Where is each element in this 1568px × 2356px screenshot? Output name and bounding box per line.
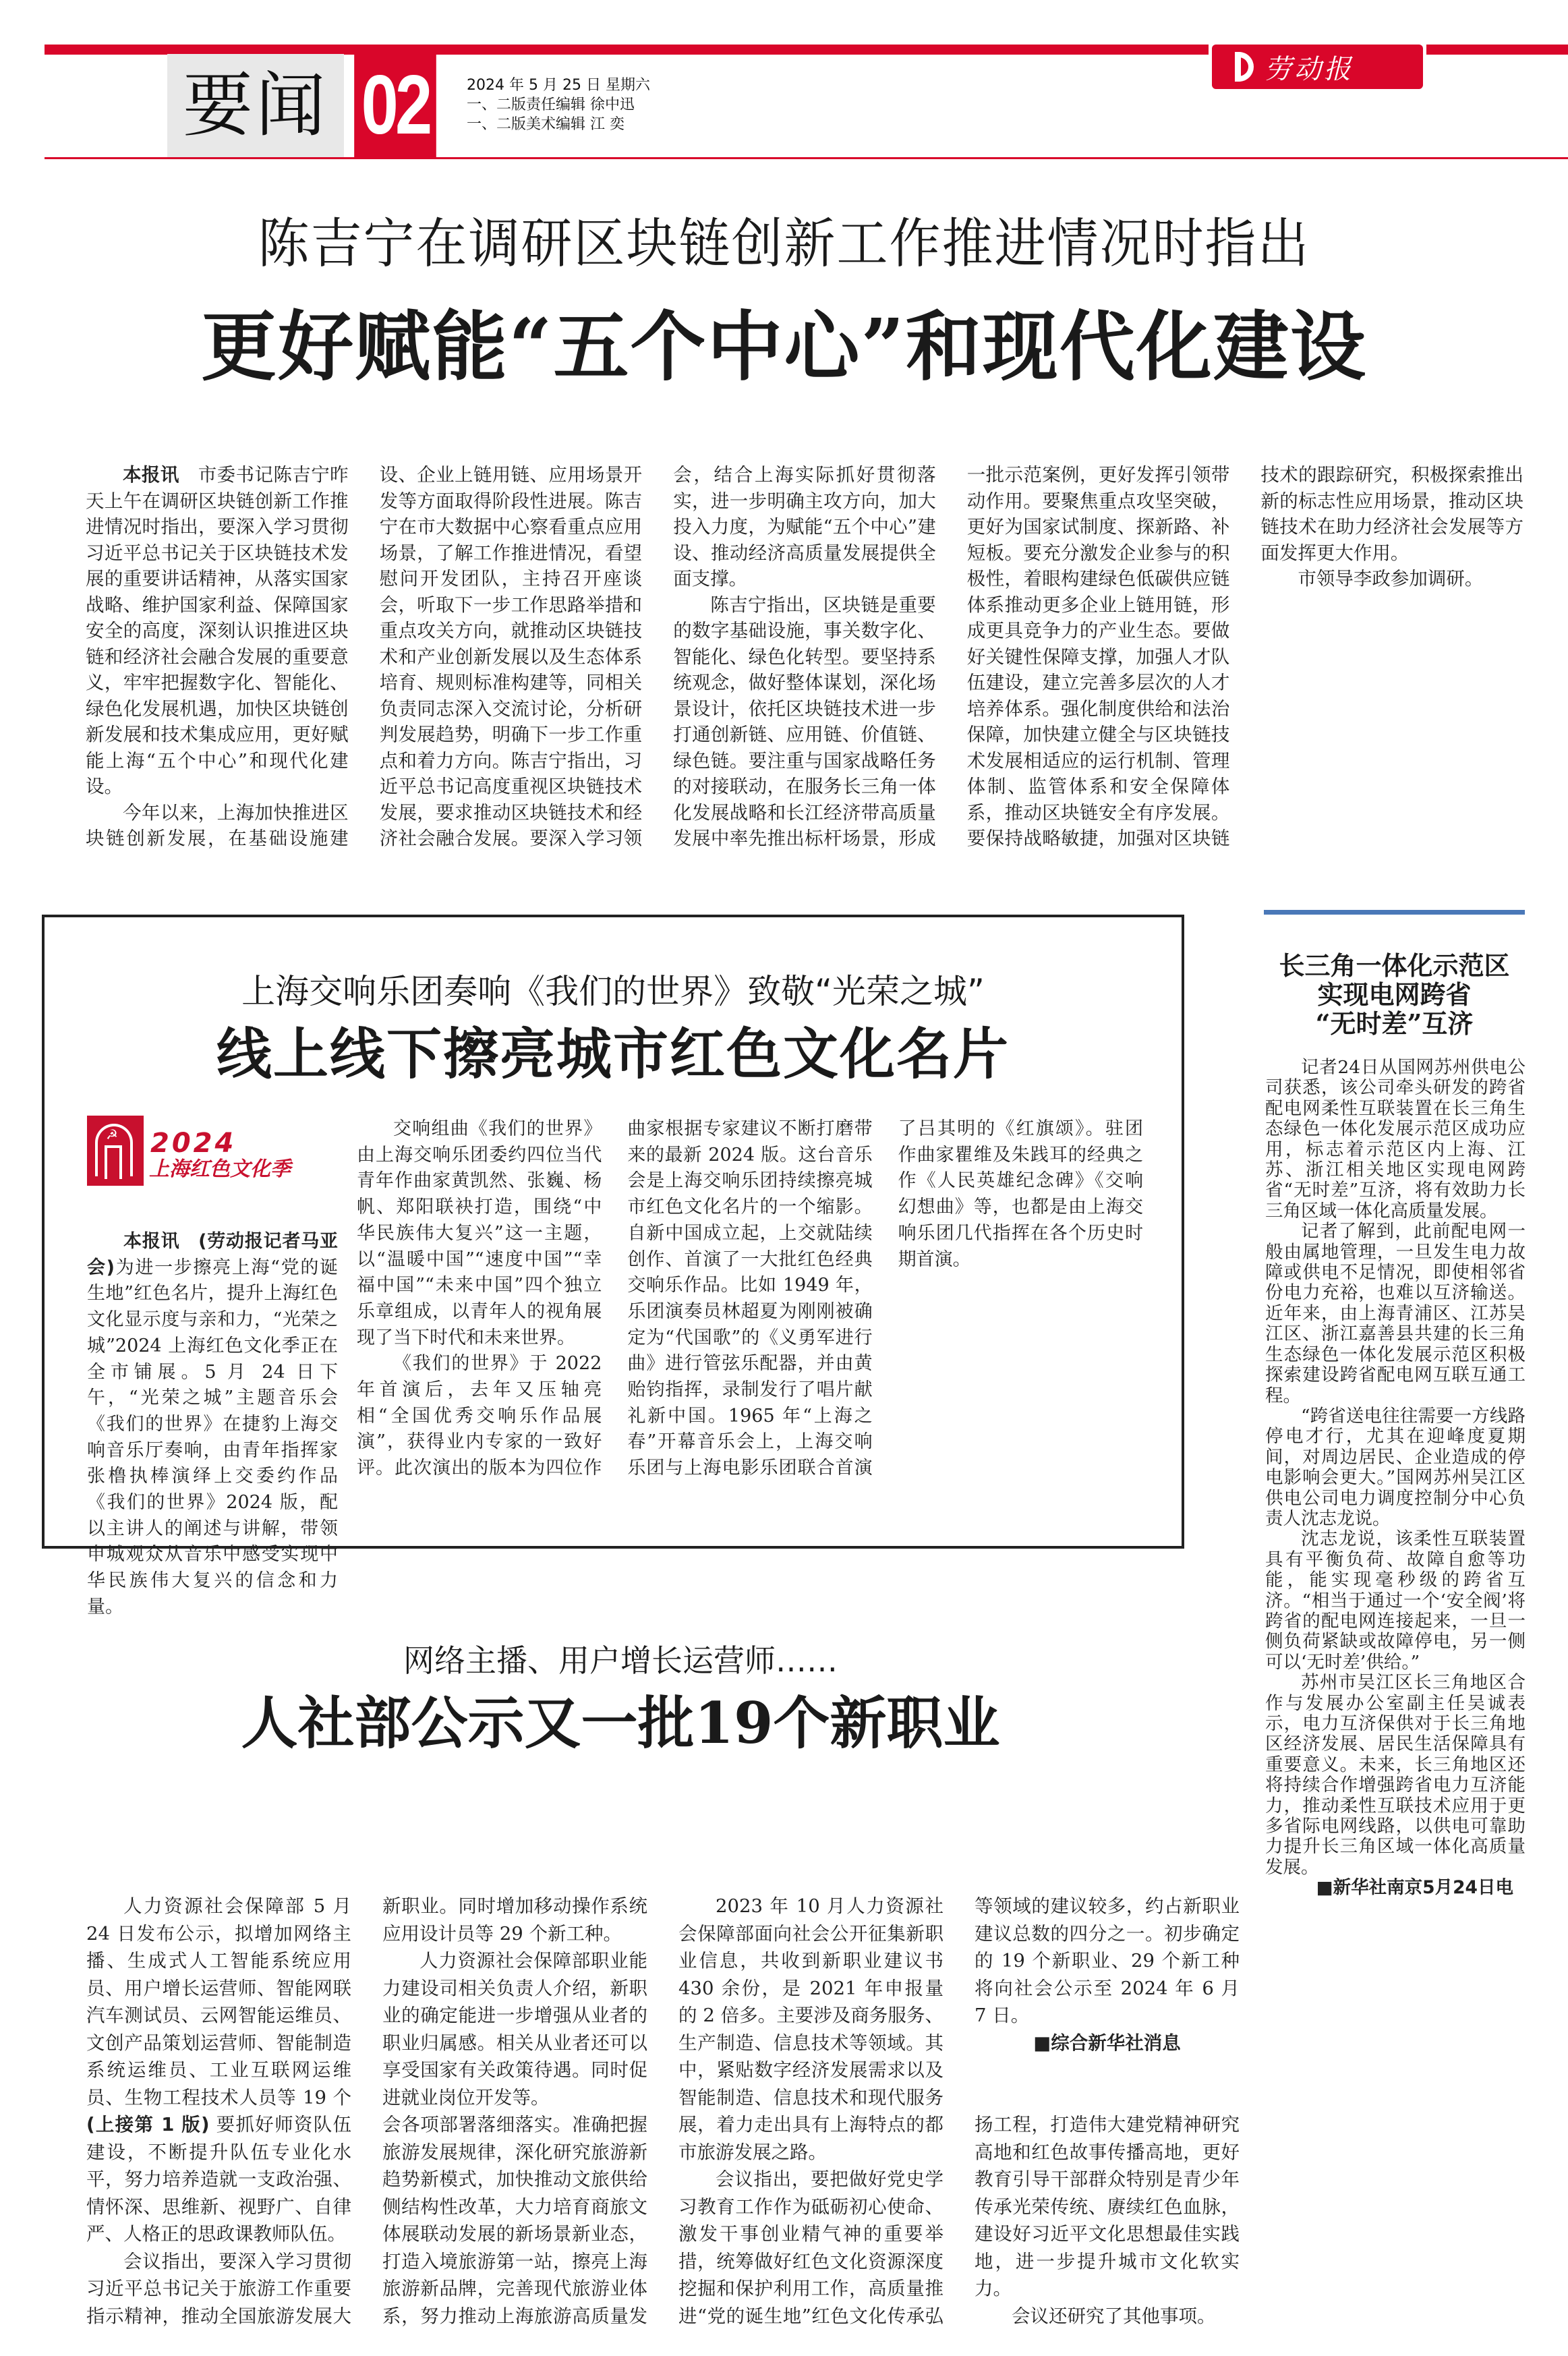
article3-title-line: 长三角一体化示范区 — [1279, 950, 1510, 981]
article4-title[interactable]: 人社部公示又一批19个新职业 — [241, 1690, 1000, 1756]
red-culture-season-logo — [87, 1116, 333, 1186]
article4-paragraph: 人力资源社会保障部 5 月 24 日发布公示，拟增加网络主播、生成式人工智能系统应用员、用户增长运营师、智能网联汽车测试员、云网智能运维员、文创产品策划运营师、智能制造系统运维员、工业互联网运维员、生物工程技术人员等 19 个新职业。同时增加移动操作系统应用设计员等 29 个新工种。 — [86, 1895, 647, 2108]
header-top-rule-2 — [766, 45, 1209, 55]
hammer-sickle-icon: ☭ — [106, 1126, 118, 1143]
newspaper-logo[interactable] — [1212, 45, 1423, 89]
article3-paragraph: 记者24日从国网苏州供电公司获悉，该公司牵头研发的跨省配电网柔性互联装置在长三角生态绿色一体化发展示范区成功应用，标志着示范区内上海、江苏、浙江相关地区实现电网跨省“无时差”互济，将有效助力长三角区域一体化高质量发展。 — [1265, 1057, 1526, 1222]
article4-signature: ■综合新华社消息 — [1033, 2032, 1181, 2054]
article5-paragraph: 要抓好师资队伍建设，不断提升队伍专业化水平，努力培养造就一支政治强、情怀深、思维新、视野广、自律严、人格正的思政课教师队伍。 — [86, 2114, 352, 2245]
article3-title-line: 实现电网跨省 — [1317, 979, 1472, 1010]
article5-lead: (上接第 1 版) — [86, 2114, 210, 2135]
article4-subtitle: 网络主播、用户增长运营师…… — [403, 1642, 838, 1679]
section-label: 要闻 — [167, 54, 344, 157]
article3-title-line: “无时差”互济 — [1315, 1008, 1474, 1039]
article3-paragraph: “跨省送电往往需要一方线路停电才行，尤其在迎峰度夏期间，对周边居民、企业造成的停电影响会更大。”国网苏州吴江区供电公司电力调度控制分中心负责人沈志龙说。 — [1265, 1405, 1526, 1529]
article5-paragraph: 会议还研究了其他事项。 — [1012, 2305, 1216, 2327]
article2-paragraph: 《我们的世界》于 2022 年首演后，去年又压轴亮相“全国优秀交响乐作品展演”，获得业内专家的一致好评。此次演出的版本为四位作曲家根据专家建议不断打磨带来的最新 2024 版。这台音乐会是上海交响乐团持续擦亮城市红色文化名片的一个缩影。自新中国成立起，上交就陆续创作、首演了一大批红色经典交响乐作品。比如 1949 年，乐团演奏员林超夏为刚刚被确定为“代国歌”的《义勇军进行曲》进行管弦乐配器，并由黄贻钧指挥，录制发行了唱片献礼新中国。1965 年“上海之春”开幕音乐会上，上海交响乐团与上海电影乐团联合首演了吕其明的《红旗颂》。驻团作曲家瞿维及朱践耳的经典之作《人民英雄纪念碑》《交响幻想曲》等，也都是由上海交响乐团几代指挥在各个历史时期首演。 — [357, 1118, 1143, 1479]
issue-date: 2024 年 5 月 25 日 星期六 — [467, 77, 650, 94]
responsible-editor: 一、二版责任编辑 徐中迅 — [467, 96, 635, 113]
edition-info — [467, 76, 650, 134]
article2-subtitle: 上海交响乐团奏响《我们的世界》致敬“光荣之城” — [241, 972, 985, 1011]
article5-paragraph: 会议指出，要把做好党史学习教育工作作为砥砺初心使命、激发干事创业精气神的重要举措，统筹做好红色文化资源深度挖掘和保护利用工作，高质量推进“党的诞生地”红色文化传承弘扬工程，打造伟大建党精神研究高地和红色故事传播高地，更好教育引导干部群众特别是青少年传承光荣传统、赓续红色血脉，建设好习近平文化思想最佳实践地，进一步提升城市文化软实力。 — [678, 2114, 1240, 2327]
article2-paragraph: 交响组曲《我们的世界》由上海交响乐团委约四位当代青年作曲家黄凯然、张巍、杨帆、郑阳联袂打造，围绕“中华民族伟大复兴”这一主题，以“温暖中国”“速度中国”“幸福中国”“未来中国”四个独立乐章组成，以青年人的视角展现了当下时代和未来世界。 — [357, 1118, 602, 1348]
article1-body — [86, 462, 1523, 860]
article3-signature: ■新华社南京5月24日电 — [1316, 1877, 1513, 1899]
article5-paragraph: 会议指出，要深入学习贯彻习近平总书记关于旅游工作重要指示精神，推动全国旅游发展大会各项部署落细落实。准确把握旅游发展规律，深化研究旅游新趋势新模式，加快推动文旅供给侧结构性改革，大力培育商旅文体展联动发展的新场景新业态，打造入境旅游第一站，擦亮上海旅游新品牌，完善现代旅游业体系，努力推动上海旅游高质量发展，着力走出具有上海特点的都市旅游发展之路。 — [86, 2114, 943, 2327]
article5-body — [86, 2111, 1240, 2344]
article2-lead: 本报讯 (劳动报记者马亚会) — [87, 1231, 338, 1278]
newspaper-name: 劳动报 — [1265, 53, 1354, 85]
memorial-building-icon — [87, 1116, 144, 1186]
header-bottom-rule — [45, 157, 1568, 159]
article1-paragraph: 陈吉宁指出，区块链是重要的数字基础设施，事关数字化、智能化、绿色化转型。要坚持系统观念，做好整体谋划，深化场景设计，依托区块链技术进一步打通创新链、应用链、价值链、绿色链。要注重与国家战略任务的对接联动，在服务长三角一体化发展战略和长江经济带高质量发展中率先推出标杆场景，形成一批示范案例，更好发挥引领带动作用。要聚焦重点攻坚突破，更好为国家试制度、探新路、补短板。要充分激发企业参与的积极性，着眼构建绿色低碳供应链体系推动更多企业上链用链，形成更具竞争力的产业生态。要做好关键性保障支撑，加强人才队伍建设，建立完善多层次的人才培养体系。强化制度供给和法治保障，加快建立健全与区块链技术发展相适应的运行机制、管理体制、监管体系和安全保障体系，推动区块链安全有序发展。要保持战略敏捷，加强对区块链技术的跟踪研究，积极探索推出新的标志性应用场景，推动区块链技术在助力经济社会发展等方面发挥更大作用。 — [673, 464, 1523, 849]
article3-paragraph: 记者了解到，此前配电网一般由属地管理，一旦发生电力故障或供电不足情况，即使相邻省份电力充裕，也难以互济输送。近年来，由上海青浦区、江苏吴江区、浙江嘉善县共建的长三角生态绿色一体化发展示范区积极探索建设跨省配电网互联互通工程。 — [1265, 1221, 1526, 1406]
logo-year: 2024 — [150, 1128, 237, 1159]
page-number: 02 — [354, 54, 436, 157]
article3-paragraph: 沈志龙说，该柔性互联装置具有平衡负荷、故障自愈等功能，能实现毫秒级的跨省互济。“相当于通过一个‘安全阀’将跨省的配电网连接起来，一旦一侧负荷紧缺或故障停电，另一侧可以‘无时差’供给。” — [1265, 1528, 1526, 1673]
article4-paragraph: 2023 年 10 月人力资源社会保障部面向社会公开征集新职业信息，共收到新职业建议书 430 余份，是 2021 年申报量的 2 倍多。主要涉及商务服务、生产制造、信息技术等领域。其中，紧贴数字经济发展需求以及智能制造、信息技术和现代服务等领域的建议较多，约占新职业建议总数的四分之一。初步确定的 19 个新职业、29 个新工种将向社会公示至 2024 年 6 月 7 日。 — [678, 1895, 1240, 2108]
article2-title[interactable]: 线上线下擦亮城市红色文化名片 — [216, 1022, 1010, 1087]
article1-subtitle: 陈吉宁在调研区块链创新工作推进情况时指出 — [258, 211, 1310, 275]
logo-icon — [1235, 52, 1254, 82]
article1-paragraph: 市领导李政参加调研。 — [1298, 568, 1484, 590]
article2-body — [357, 1116, 1143, 1507]
article2-col1 — [87, 1229, 338, 1617]
logo-name: 上海红色文化季 — [149, 1157, 291, 1181]
article2-paragraph: 为进一步擦亮上海“党的诞生地”红色名片，提升上海红色文化显示度与亲和力，“光荣之城”2024 上海红色文化季正在全市铺展。5 月 24 日下午，“光荣之城”主题音乐会《我们的世界》在捷豹上海交响音乐厅奏响，由青年指挥家张橹执棒演绎上交委约作品《我们的世界》2024 版，配以主讲人的阐述与讲解，带领申城观众从音乐中感受实现中华民族伟大复兴的信念和力量。 — [87, 1257, 338, 1617]
article3-body — [1265, 1058, 1526, 1899]
article1-lead: 本报讯 — [123, 464, 179, 486]
article3-paragraph: 苏州市吴江区长三角地区合作与发展办公室副主任吴诚表示，电力互济保供对于长三角地区经济发展、居民生活保障具有重要意义。未来，长三角地区还将持续合作增强跨省电力互济能力，推动柔性互联技术应用于更多省际电网线路，以供电可靠助力提升长三角区域一体化高质量发展。 — [1265, 1672, 1526, 1878]
header-top-rule — [45, 45, 766, 55]
article1-paragraph: 市委书记陈吉宁昨天上午在调研区块链创新工作推进情况时指出，要深入学习贯彻习近平总书记关于区块链技术发展的重要讲话精神，从落实国家战略、维护国家利益、保障国家安全的高度，深刻认识推进区块链和经济社会融合发展的重要意义，牢牢把握数字化、智能化、绿色化发展机遇，加快区块链创新发展和技术集成应用，更好赋能上海“五个中心”和现代化建设。 — [86, 464, 349, 797]
article4-body — [86, 1893, 1240, 2115]
header-top-rule-3 — [1426, 45, 1568, 55]
article3-title[interactable] — [1264, 951, 1525, 1038]
article1-title[interactable]: 更好赋能“五个中心”和现代化建设 — [201, 303, 1367, 391]
art-editor: 一、二版美术编辑 江 奕 — [467, 116, 625, 133]
article1-paragraph: 今年以来，上海加快推进区块链创新发展，在基础设施建设、企业上链用链、应用场景开发等方面取得阶段性进展。陈吉宁在市大数据中心察看重点应用场景，了解工作推进情况，看望慰问开发团队，主持召开座谈会，听取下一步工作思路举措和重点攻关方向，就推动区块链技术和产业创新发展以及生态体系培育、规则标准构建等，同相关负责同志深入交流讨论，分析研判发展趋势，明确下一步工作重点和着力方向。陈吉宁指出，习近平总书记高度重视区块链技术发展，要求推动区块链技术和经济社会融合发展。要深入学习领会，结合上海实际抓好贯彻落实，进一步明确主攻方向，加大投入力度，为赋能“五个中心”建设、推动经济高质量发展提供全面支撑。 — [86, 464, 936, 849]
article4-paragraph: 人力资源社会保障部职业能力建设司相关负责人介绍，新职业的确定能进一步增强从业者的职业归属感。相关从业者还可以享受国家有关政策待遇。同时促进就业岗位开发等。 — [382, 1950, 647, 2108]
sidebar-accent-bar — [1264, 910, 1525, 915]
